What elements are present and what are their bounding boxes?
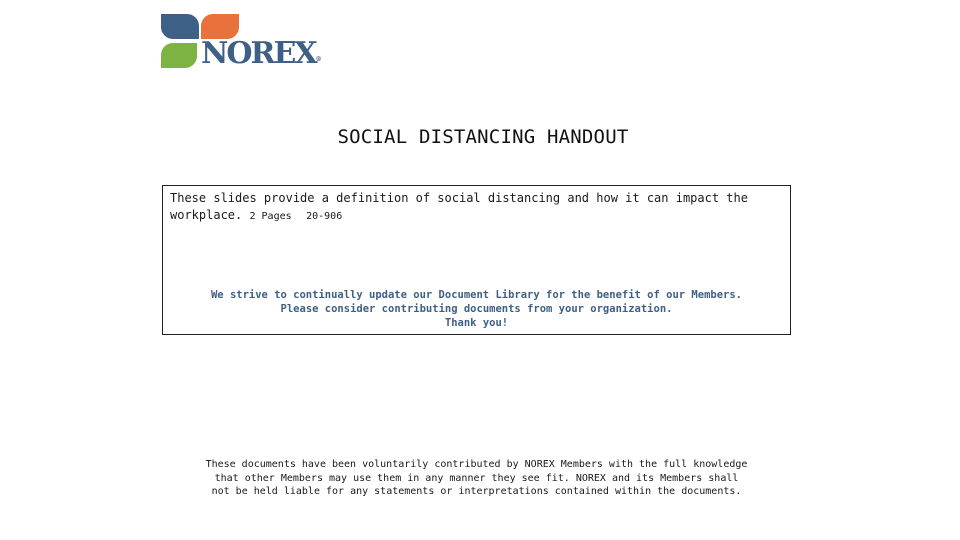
page-count: 2 Pages <box>249 211 292 222</box>
logo-wordmark <box>201 36 322 72</box>
description: These slides provide a definition of social distancing and how it can impact the workplace. <box>170 191 748 222</box>
disclaimer-line-1: These documents have been voluntarily contributed by NOREX Members with the full knowledge <box>205 459 748 470</box>
page-title: SOCIAL DISTANCING HANDOUT <box>337 126 629 148</box>
logo-trademark: ® <box>315 56 322 63</box>
contribution-line-2: Please consider contributing documents from your organization. <box>280 303 673 315</box>
description-box <box>162 185 791 335</box>
document-number: 20-906 <box>306 211 343 222</box>
disclaimer-line-2: that other Members may use them in any manner they see fit. NOREX and its Members shall <box>214 472 739 484</box>
contribution-message <box>163 288 790 330</box>
contribution-line-1: We strive to continually update our Document Library for the benefit of our Members. <box>210 289 742 301</box>
logo-blue-square <box>161 14 199 39</box>
norex-logo <box>161 14 322 72</box>
disclaimer-line-3: not be held liable for any statements or interpretations contained within the documents. <box>211 486 742 497</box>
contribution-line-3: Thank you! <box>444 317 509 329</box>
description-text <box>170 190 770 225</box>
logo-wordmark-text: NOREX <box>201 36 316 71</box>
disclaimer <box>162 458 791 499</box>
logo-green-square <box>161 43 197 68</box>
